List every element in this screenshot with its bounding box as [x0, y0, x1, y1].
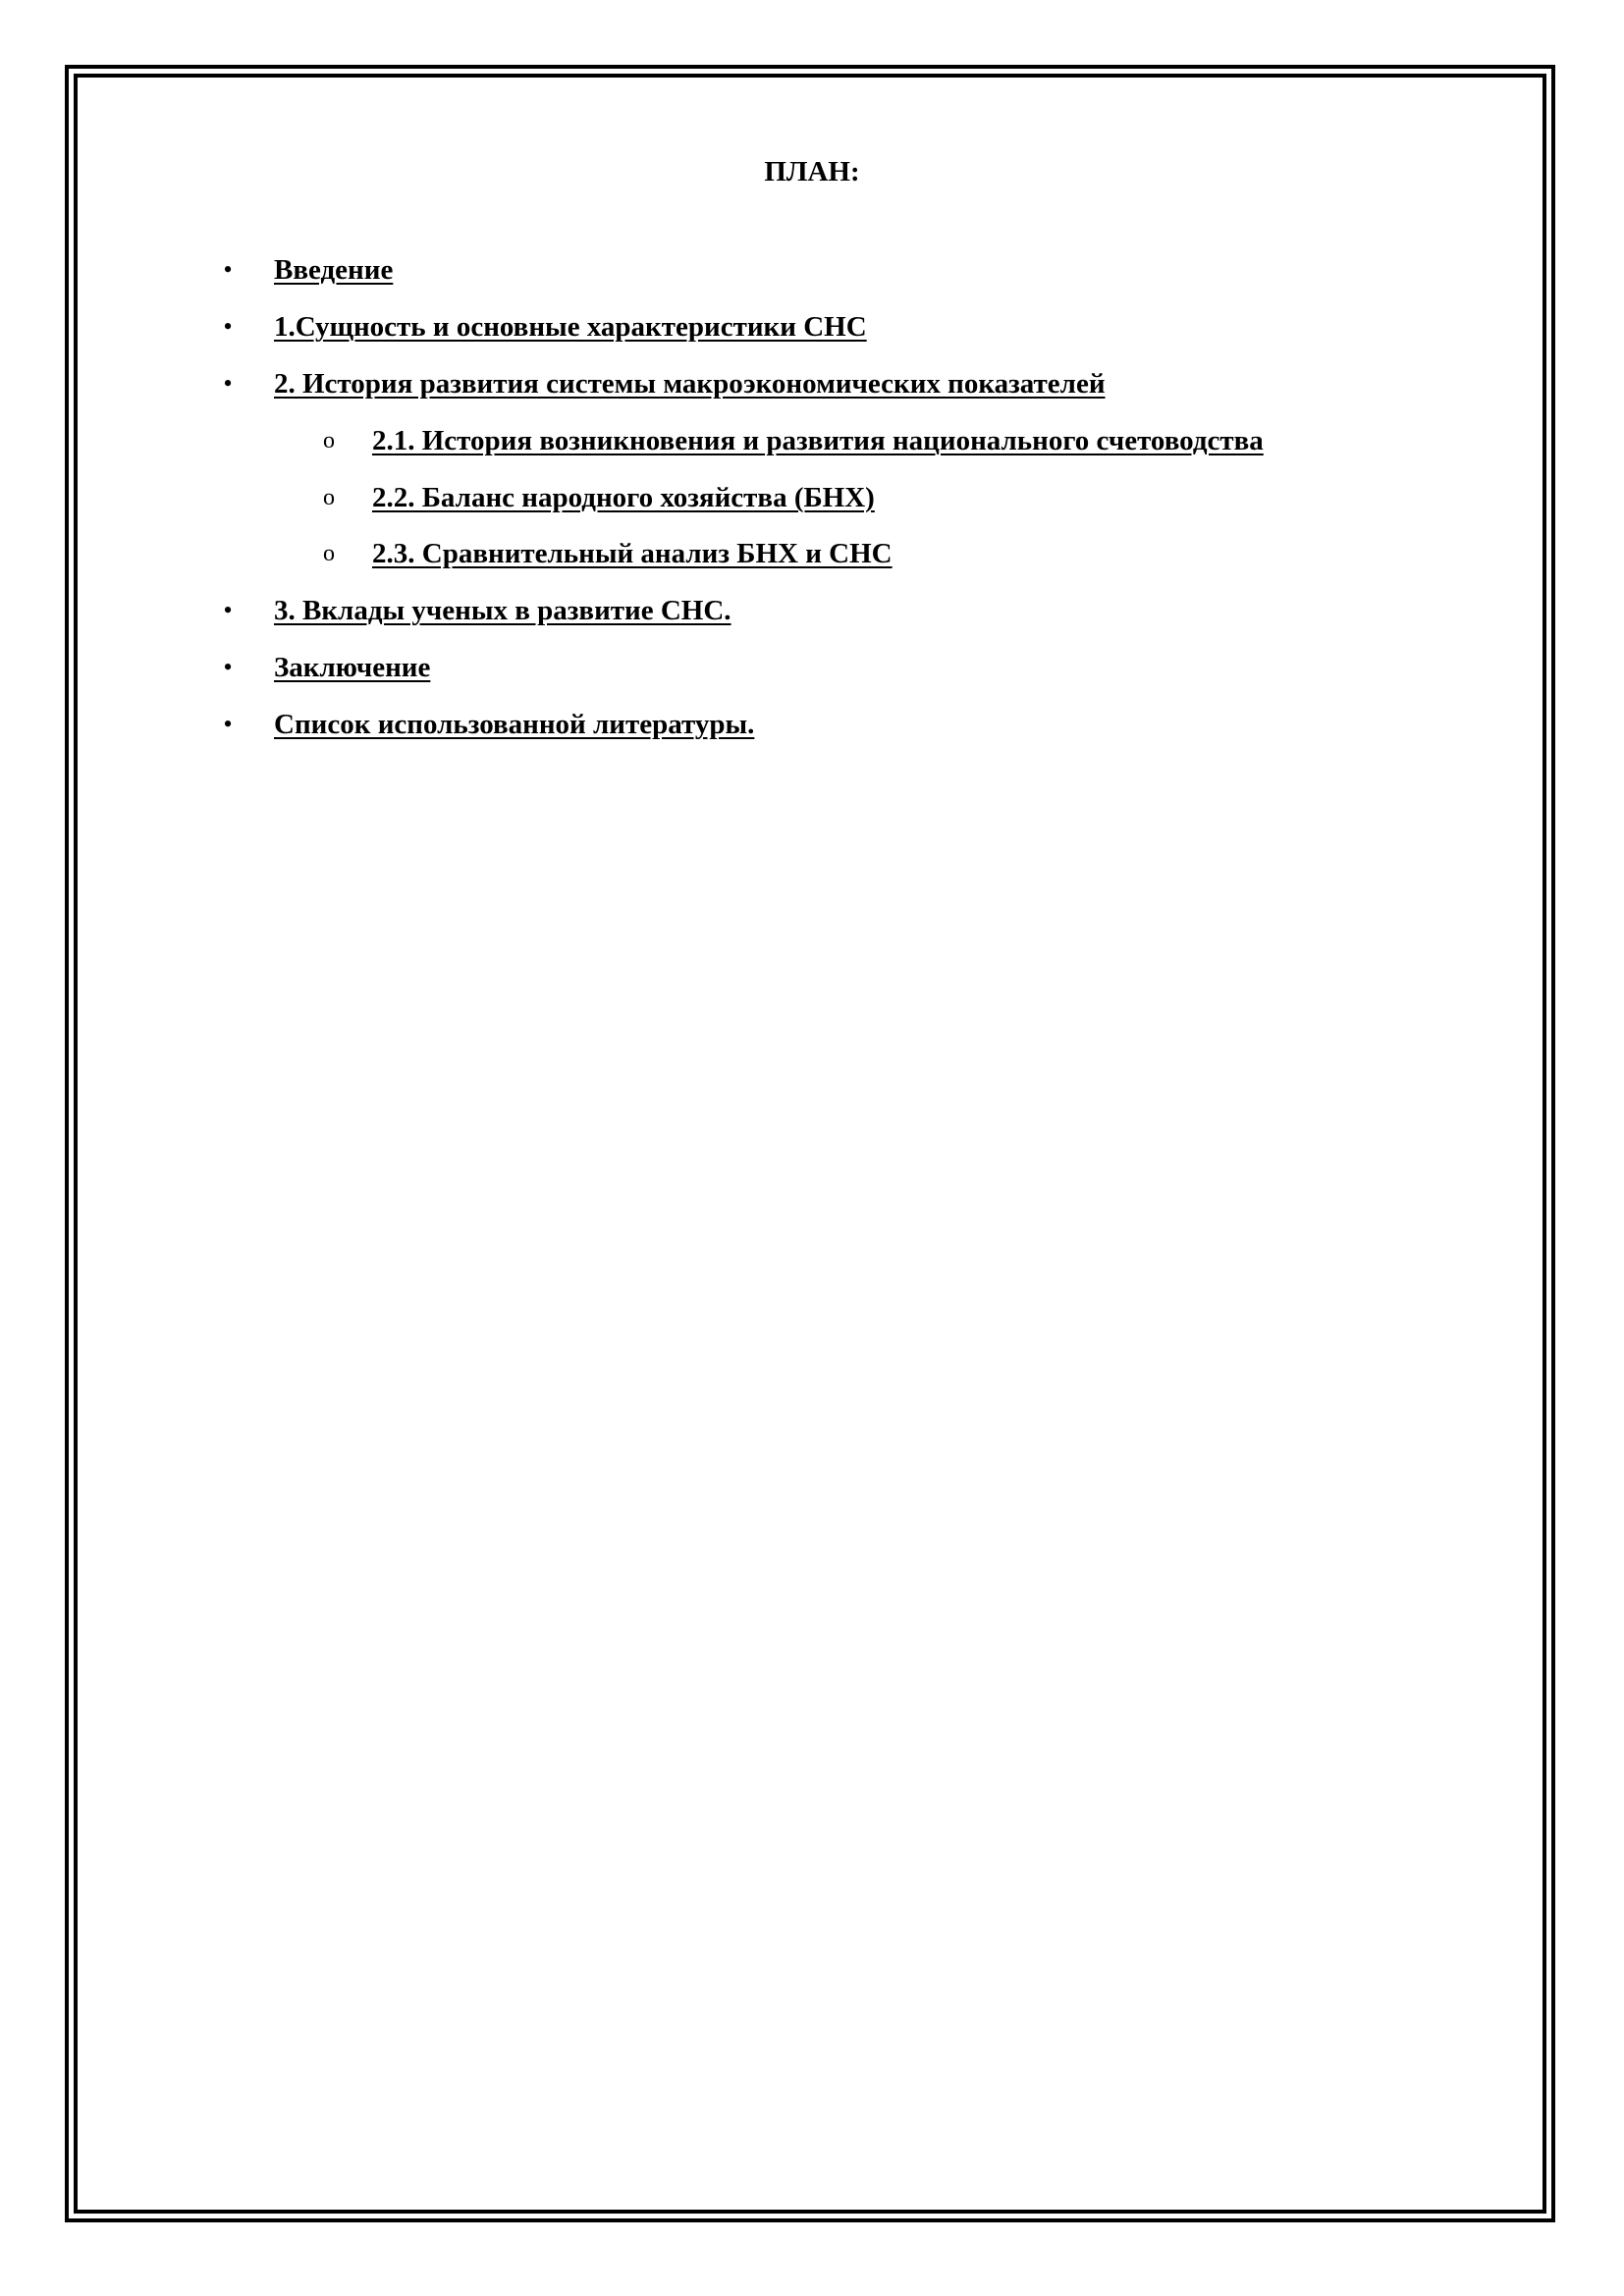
bullet-icon: •	[223, 369, 233, 398]
toc-link-section-3[interactable]: 3. Вклады ученых в развитие СНС.	[274, 595, 731, 626]
toc-link-section-2-3[interactable]: 2.3. Сравнительный анализ БНХ и СНС	[372, 538, 893, 569]
toc-link-section-2[interactable]: 2. История развития системы макроэкономических показателей	[274, 368, 1106, 400]
toc-link-section-1[interactable]: 1.Сущность и основные характеристики СНС	[274, 311, 867, 343]
bullet-icon: •	[223, 312, 233, 341]
bullet-icon: •	[223, 596, 233, 624]
toc-link-section-2-2[interactable]: 2.2. Баланс народного хозяйства (БНХ)	[372, 482, 875, 513]
circle-bullet-icon: o	[323, 428, 335, 454]
toc-link-section-2-1[interactable]: 2.1. История возникновения и развития национального счетоводства	[372, 425, 1264, 456]
bullet-icon: •	[223, 255, 233, 284]
bullet-icon: •	[223, 710, 233, 738]
circle-bullet-icon: o	[323, 541, 335, 566]
toc-link-introduction[interactable]: Введение	[274, 254, 394, 286]
toc-link-conclusion[interactable]: Заключение	[274, 652, 431, 683]
bullet-icon: •	[223, 653, 233, 681]
page-title: ПЛАН:	[764, 156, 860, 187]
circle-bullet-icon: o	[323, 485, 335, 510]
toc-link-references[interactable]: Список использованной литературы.	[274, 709, 755, 740]
